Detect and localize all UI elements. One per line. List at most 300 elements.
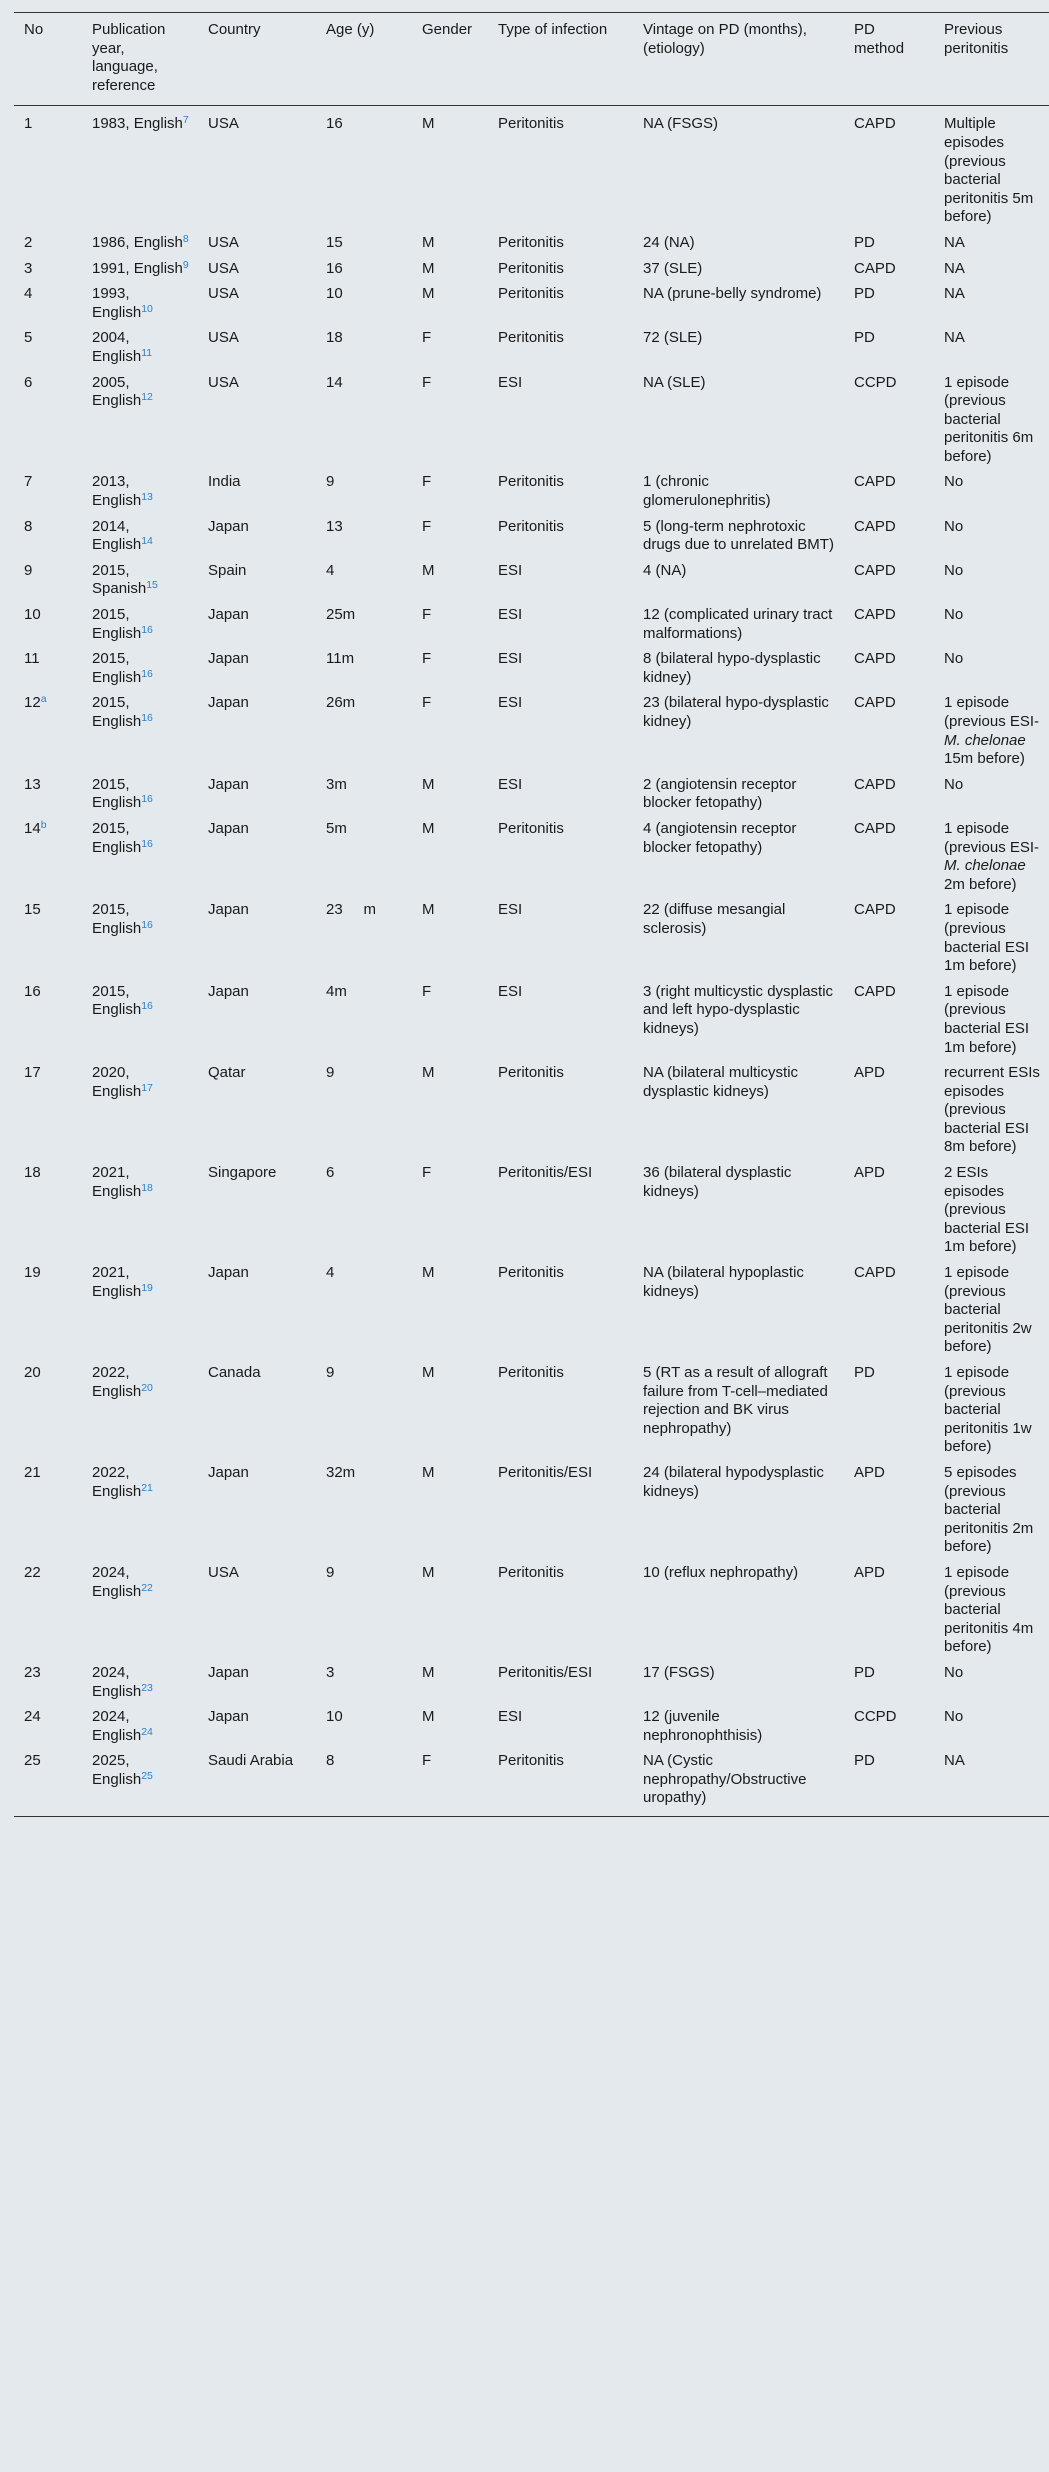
header-age: Age (y) xyxy=(326,21,375,38)
cell-publication xyxy=(82,106,198,230)
cell-publication xyxy=(82,469,198,513)
publication-text: 2004, English xyxy=(92,329,142,365)
previous-text: 1 episode (previous bacterial ESI 1m before) xyxy=(944,982,1030,1056)
cell-no xyxy=(14,230,82,256)
cell-infection-type: ESI xyxy=(498,901,523,919)
cell-vintage: NA (SLE) xyxy=(643,373,706,391)
cell-country: Singapore xyxy=(208,1164,277,1182)
cell-vintage: 36 (bilateral dysplastic kidneys) xyxy=(643,1164,792,1200)
table-row xyxy=(14,1460,1049,1560)
table-row xyxy=(14,514,1049,558)
reference-number: 16 xyxy=(141,623,153,636)
cell-infection-type: Peritonitis xyxy=(498,259,564,277)
publication-text: 2022, English xyxy=(92,1463,142,1500)
cell-no xyxy=(14,1260,82,1360)
cell-age: 5m xyxy=(326,819,347,837)
cell-vintage: NA (Cystic nephropathy/Obstructive uropathy) xyxy=(643,1752,807,1807)
cell-previous-peritonitis xyxy=(934,1748,1049,1816)
publication-text: 1986, English xyxy=(92,233,183,251)
table-row xyxy=(14,558,1049,602)
cell-age: 32m xyxy=(326,1463,356,1481)
reference-number: 24 xyxy=(141,1725,153,1738)
cell-age: 23 m xyxy=(326,901,377,919)
table-row xyxy=(14,1060,1049,1160)
cell-gender: M xyxy=(422,1463,435,1481)
header-publication: Publication year, language, reference xyxy=(92,21,166,94)
publication-text: 2014, English xyxy=(92,517,142,554)
cell-gender: F xyxy=(422,606,432,624)
cell-gender: M xyxy=(422,901,435,919)
publication-text: 2005, English xyxy=(92,373,142,410)
cell-gender: F xyxy=(422,1164,432,1182)
cell-no xyxy=(14,370,82,470)
previous-text: No xyxy=(944,1708,964,1726)
cell-age: 9 xyxy=(326,473,335,491)
cell-age: 13 xyxy=(326,517,343,535)
cell-no xyxy=(14,558,82,602)
cell-previous-peritonitis xyxy=(934,897,1049,978)
reference-number: 16 xyxy=(141,712,153,724)
cell-publication xyxy=(82,514,198,558)
cell-pd-method: PD xyxy=(854,1364,875,1381)
footnote-marker: b xyxy=(40,818,47,831)
previous-text: Multiple episodes (previous bacterial peritonitis 5m before) xyxy=(944,115,1034,226)
cell-infection-type: ESI xyxy=(498,561,523,579)
cell-age: 25m xyxy=(326,606,356,624)
cell-no xyxy=(14,646,82,690)
row-number: 18 xyxy=(24,1164,41,1182)
cell-publication xyxy=(82,1460,198,1560)
cell-infection-type: Peritonitis xyxy=(498,285,564,303)
cell-publication xyxy=(82,1160,198,1260)
cell-country: Qatar xyxy=(208,1064,246,1082)
table-row xyxy=(14,690,1049,771)
cell-no xyxy=(14,979,82,1060)
cell-previous-peritonitis xyxy=(934,325,1049,369)
reference-number: 19 xyxy=(141,1281,153,1294)
cell-infection-type: ESI xyxy=(498,694,523,712)
cell-publication xyxy=(82,325,198,369)
reference-number: 10 xyxy=(141,302,153,315)
cell-infection-type: Peritonitis/ESI xyxy=(498,1463,593,1481)
cell-previous-peritonitis xyxy=(934,1160,1049,1260)
header-vintage: Vintage on PD (months), (etiology) xyxy=(643,21,807,57)
cell-vintage: NA (FSGS) xyxy=(643,115,719,133)
cell-publication xyxy=(82,1360,198,1460)
cell-infection-type: Peritonitis xyxy=(498,517,564,535)
cell-publication xyxy=(82,690,198,771)
cell-pd-method: CAPD xyxy=(854,694,896,712)
cell-pd-method: CAPD xyxy=(854,819,896,837)
reference-number: 16 xyxy=(141,667,153,680)
row-number: 20 xyxy=(24,1364,41,1381)
previous-text: No xyxy=(944,561,964,579)
cell-gender: F xyxy=(422,694,432,712)
publication-text: 2021, English xyxy=(92,1164,142,1200)
header-gender: Gender xyxy=(422,21,473,38)
cell-no xyxy=(14,1060,82,1160)
cell-infection-type: Peritonitis xyxy=(498,329,564,347)
cell-publication xyxy=(82,979,198,1060)
table-row xyxy=(14,1160,1049,1260)
cell-gender: M xyxy=(422,819,435,837)
organism-name: M. chelonae xyxy=(944,731,1026,749)
cell-vintage: 5 (long-term nephrotoxic drugs due to unrelated BMT) xyxy=(643,517,834,554)
reference-number: 7 xyxy=(182,114,189,127)
cell-no xyxy=(14,772,82,816)
cell-infection-type: Peritonitis xyxy=(498,1264,564,1282)
cell-infection-type: Peritonitis xyxy=(498,1752,564,1770)
cell-age: 10 xyxy=(326,1708,343,1726)
cell-previous-peritonitis xyxy=(934,1704,1049,1748)
reference-number: 25 xyxy=(141,1769,153,1782)
cell-gender: F xyxy=(422,473,432,491)
cell-gender: M xyxy=(422,233,435,251)
row-number: 12 xyxy=(24,694,41,712)
publication-text: 2015, English xyxy=(92,901,142,937)
reference-number: 20 xyxy=(141,1381,153,1394)
cell-previous-peritonitis xyxy=(934,256,1049,282)
previous-text: NA xyxy=(944,1752,965,1770)
table-row xyxy=(14,230,1049,256)
table-row xyxy=(14,1748,1049,1816)
cell-infection-type: Peritonitis/ESI xyxy=(498,1164,593,1182)
case-table xyxy=(14,12,1049,1817)
footnote-marker: a xyxy=(40,693,47,706)
cell-no xyxy=(14,281,82,325)
publication-text: 2021, English xyxy=(92,1264,142,1300)
table-row xyxy=(14,281,1049,325)
cell-pd-method: CAPD xyxy=(854,259,896,277)
previous-text: No xyxy=(944,473,964,491)
publication-text: 2015, Spanish xyxy=(92,561,147,598)
table-row xyxy=(14,106,1049,230)
header-previous-peritonitis: Previous peritonitis xyxy=(944,21,1009,57)
cell-pd-method: CCPD xyxy=(854,1708,897,1726)
cell-previous-peritonitis xyxy=(934,514,1049,558)
previous-text: 1 episode (previous bacterial peritonitis 2w before) xyxy=(944,1264,1032,1356)
cell-publication xyxy=(82,370,198,470)
cell-previous-peritonitis xyxy=(934,602,1049,646)
cell-gender: M xyxy=(422,115,435,133)
cell-country: Japan xyxy=(208,694,249,712)
cell-vintage: 3 (right multicystic dysplastic and left hypo-dysplastic kidneys) xyxy=(643,982,834,1037)
cell-age: 15 xyxy=(326,233,343,251)
row-number: 10 xyxy=(24,606,41,624)
cell-pd-method: CAPD xyxy=(854,517,896,535)
cell-previous-peritonitis xyxy=(934,816,1049,897)
cell-country: USA xyxy=(208,373,239,391)
cell-vintage: 1 (chronic glomerulonephritis) xyxy=(643,473,771,510)
cell-vintage: 17 (FSGS) xyxy=(643,1663,715,1681)
cell-gender: M xyxy=(422,1264,435,1282)
cell-vintage: NA (prune-belly syndrome) xyxy=(643,285,822,303)
cell-no xyxy=(14,1460,82,1560)
cell-no xyxy=(14,897,82,978)
cell-previous-peritonitis xyxy=(934,1660,1049,1704)
cell-pd-method: PD xyxy=(854,329,875,347)
cell-pd-method: CAPD xyxy=(854,606,896,624)
cell-infection-type: ESI xyxy=(498,775,523,793)
cell-age: 26m xyxy=(326,694,356,712)
cell-previous-peritonitis xyxy=(934,106,1049,230)
table-row xyxy=(14,370,1049,470)
previous-text: NA xyxy=(944,285,965,303)
cell-no xyxy=(14,602,82,646)
header-row xyxy=(14,13,1049,106)
cell-age: 10 xyxy=(326,285,343,303)
cell-vintage: 12 (juvenile nephronophthisis) xyxy=(643,1708,763,1744)
header-infection-type: Type of infection xyxy=(498,21,608,38)
table-row xyxy=(14,1360,1049,1460)
publication-text: 1993, English xyxy=(92,285,142,321)
cell-infection-type: Peritonitis xyxy=(498,819,564,837)
cell-gender: M xyxy=(422,285,435,303)
previous-text: NA xyxy=(944,259,965,277)
organism-name: M. chelonae xyxy=(944,857,1026,875)
cell-gender: M xyxy=(422,1563,435,1581)
table-row xyxy=(14,1560,1049,1660)
cell-publication xyxy=(82,558,198,602)
cell-age: 18 xyxy=(326,329,343,347)
cell-infection-type: Peritonitis xyxy=(498,1364,564,1381)
row-number: 7 xyxy=(24,473,33,491)
cell-no xyxy=(14,256,82,282)
cell-pd-method: APD xyxy=(854,1064,885,1082)
cell-age: 4m xyxy=(326,982,347,1000)
publication-text: 2013, English xyxy=(92,473,142,510)
cell-gender: M xyxy=(422,1364,435,1381)
row-number: 22 xyxy=(24,1563,41,1581)
previous-text: 1 episode (previous bacterial peritonitis 1w before) xyxy=(944,1364,1032,1456)
cell-vintage: 37 (SLE) xyxy=(643,259,703,277)
row-number: 23 xyxy=(24,1663,41,1681)
cell-country: Japan xyxy=(208,1708,249,1726)
reference-number: 17 xyxy=(141,1081,153,1094)
cell-previous-peritonitis xyxy=(934,558,1049,602)
cell-country: Japan xyxy=(208,982,249,1000)
cell-country: USA xyxy=(208,329,239,347)
publication-text: 2025, English xyxy=(92,1752,142,1788)
cell-pd-method: PD xyxy=(854,1663,875,1681)
cell-previous-peritonitis xyxy=(934,646,1049,690)
publication-text: 2020, English xyxy=(92,1064,142,1100)
cell-vintage: 23 (bilateral hypo-dysplastic kidney) xyxy=(643,694,829,730)
reference-number: 8 xyxy=(182,232,189,245)
cell-no xyxy=(14,106,82,230)
row-number: 5 xyxy=(24,329,33,347)
cell-publication xyxy=(82,897,198,978)
cell-publication xyxy=(82,772,198,816)
table-row xyxy=(14,646,1049,690)
cell-vintage: 4 (angiotensin receptor blocker fetopathy) xyxy=(643,819,797,856)
cell-publication xyxy=(82,1560,198,1660)
cell-country: Japan xyxy=(208,1264,249,1282)
cell-pd-method: APD xyxy=(854,1164,885,1182)
reference-number: 16 xyxy=(141,793,153,806)
cell-pd-method: PD xyxy=(854,1752,875,1770)
cell-gender: M xyxy=(422,1663,435,1681)
table-row xyxy=(14,1260,1049,1360)
cell-country: USA xyxy=(208,259,239,277)
cell-country: Spain xyxy=(208,561,247,579)
table-row xyxy=(14,469,1049,513)
reference-number: 22 xyxy=(141,1581,153,1594)
cell-previous-peritonitis xyxy=(934,1560,1049,1660)
cell-vintage: 24 (bilateral hypodysplastic kidneys) xyxy=(643,1463,824,1500)
cell-previous-peritonitis xyxy=(934,370,1049,470)
reference-number: 16 xyxy=(141,1000,153,1013)
previous-text: No xyxy=(944,775,964,793)
cell-vintage: 72 (SLE) xyxy=(643,329,703,347)
cell-publication xyxy=(82,602,198,646)
cell-gender: M xyxy=(422,775,435,793)
row-number: 16 xyxy=(24,982,41,1000)
cell-publication xyxy=(82,1660,198,1704)
reference-number: 11 xyxy=(141,346,153,359)
table-row xyxy=(14,325,1049,369)
publication-text: 2024, English xyxy=(92,1563,142,1600)
cell-gender: F xyxy=(422,1752,432,1770)
cell-infection-type: Peritonitis xyxy=(498,1563,564,1581)
previous-text: NA xyxy=(944,233,965,251)
cell-publication xyxy=(82,646,198,690)
cell-no xyxy=(14,1704,82,1748)
cell-gender: F xyxy=(422,517,432,535)
row-number: 1 xyxy=(24,115,33,133)
reference-number: 21 xyxy=(141,1481,153,1494)
cell-country: Saudi Arabia xyxy=(208,1752,294,1770)
previous-text: 2 ESIs episodes (previous bacterial ESI 1m before) xyxy=(944,1164,1030,1256)
cell-no xyxy=(14,1160,82,1260)
reference-number: 12 xyxy=(141,391,153,404)
reference-number: 16 xyxy=(141,837,153,850)
cell-age: 16 xyxy=(326,115,343,133)
row-number: 14 xyxy=(24,819,41,837)
publication-text: 2015, English xyxy=(92,775,142,812)
previous-text: 5 episodes (previous bacterial peritonitis 2m before) xyxy=(944,1463,1034,1556)
table-row xyxy=(14,816,1049,897)
table-row xyxy=(14,979,1049,1060)
reference-number: 15 xyxy=(146,579,158,592)
previous-text: 1 episode (previous bacterial peritonitis 6m before) xyxy=(944,373,1034,465)
cell-country: USA xyxy=(208,285,239,303)
row-number: 4 xyxy=(24,285,33,303)
table-row xyxy=(14,772,1049,816)
previous-text: recurrent ESIs episodes (previous bacterial ESI 8m before) xyxy=(944,1064,1040,1156)
publication-text: 2015, English xyxy=(92,606,142,642)
publication-text: 2015, English xyxy=(92,650,142,686)
cell-country: Japan xyxy=(208,1463,249,1481)
cell-vintage: NA (bilateral multicystic dysplastic kidneys) xyxy=(643,1064,799,1100)
cell-infection-type: ESI xyxy=(498,650,523,668)
cell-infection-type: ESI xyxy=(498,606,523,624)
cell-gender: M xyxy=(422,1708,435,1726)
cell-previous-peritonitis xyxy=(934,1460,1049,1560)
cell-previous-peritonitis xyxy=(934,1260,1049,1360)
cell-previous-peritonitis xyxy=(934,979,1049,1060)
table-row xyxy=(14,1660,1049,1704)
cell-infection-type: ESI xyxy=(498,1708,523,1726)
publication-text: 2015, English xyxy=(92,982,142,1019)
row-number: 2 xyxy=(24,233,33,251)
header-pd-method: PD method xyxy=(854,21,905,57)
cell-previous-peritonitis xyxy=(934,772,1049,816)
reference-number: 23 xyxy=(141,1681,153,1694)
cell-infection-type: Peritonitis xyxy=(498,473,564,491)
cell-country: USA xyxy=(208,115,239,133)
cell-no xyxy=(14,816,82,897)
cell-previous-peritonitis xyxy=(934,1060,1049,1160)
reference-number: 14 xyxy=(141,535,153,548)
cell-vintage: 22 (diffuse mesangial sclerosis) xyxy=(643,901,786,937)
reference-number: 18 xyxy=(141,1181,153,1194)
table-row xyxy=(14,256,1049,282)
previous-tail: 15m before) xyxy=(944,750,1025,768)
row-number: 13 xyxy=(24,775,41,793)
cell-publication xyxy=(82,1748,198,1816)
publication-text: 2024, English xyxy=(92,1663,142,1700)
cell-country: Japan xyxy=(208,901,249,919)
cell-country: India xyxy=(208,473,241,491)
cell-publication xyxy=(82,281,198,325)
publication-text: 2015, English xyxy=(92,819,142,856)
row-number: 6 xyxy=(24,373,33,391)
cell-no xyxy=(14,1660,82,1704)
cell-age: 4 xyxy=(326,1264,335,1282)
cell-infection-type: Peritonitis xyxy=(498,233,564,251)
cell-infection-type: Peritonitis/ESI xyxy=(498,1663,593,1681)
cell-pd-method: CAPD xyxy=(854,115,896,133)
cell-vintage: 12 (complicated urinary tract malformations) xyxy=(643,606,833,642)
cell-age: 3m xyxy=(326,775,347,793)
cell-country: Japan xyxy=(208,517,249,535)
cell-vintage: 5 (RT as a result of allograft failure from T-cell–mediated rejection and BK virus nephropathy) xyxy=(643,1364,828,1437)
cell-gender: F xyxy=(422,982,432,1000)
cell-no xyxy=(14,1360,82,1460)
publication-text: 2015, English xyxy=(92,694,142,730)
cell-no xyxy=(14,469,82,513)
table-body xyxy=(14,106,1049,1817)
cell-country: Canada xyxy=(208,1364,261,1381)
cell-country: Japan xyxy=(208,606,249,624)
cell-vintage: 2 (angiotensin receptor blocker fetopathy) xyxy=(643,775,797,812)
cell-pd-method: CAPD xyxy=(854,775,896,793)
cell-pd-method: APD xyxy=(854,1563,885,1581)
cell-gender: M xyxy=(422,1064,435,1082)
cell-pd-method: CAPD xyxy=(854,982,896,1000)
row-number: 11 xyxy=(24,650,40,668)
cell-publication xyxy=(82,1260,198,1360)
cell-age: 3 xyxy=(326,1663,335,1681)
row-number: 17 xyxy=(24,1064,41,1082)
cell-pd-method: PD xyxy=(854,233,875,251)
cell-vintage: 24 (NA) xyxy=(643,233,695,251)
cell-no xyxy=(14,325,82,369)
cell-age: 4 xyxy=(326,561,335,579)
previous-text: 1 episode (previous bacterial peritonitis 4m before) xyxy=(944,1563,1034,1656)
previous-text: No xyxy=(944,517,964,535)
previous-text: No xyxy=(944,650,964,668)
cell-country: USA xyxy=(208,1563,239,1581)
cell-publication xyxy=(82,1060,198,1160)
cell-publication xyxy=(82,1704,198,1748)
reference-number: 13 xyxy=(141,491,153,504)
cell-pd-method: APD xyxy=(854,1463,885,1481)
previous-tail: 2m before) xyxy=(944,875,1017,893)
cell-pd-method: CAPD xyxy=(854,1264,896,1282)
cell-gender: M xyxy=(422,259,435,277)
